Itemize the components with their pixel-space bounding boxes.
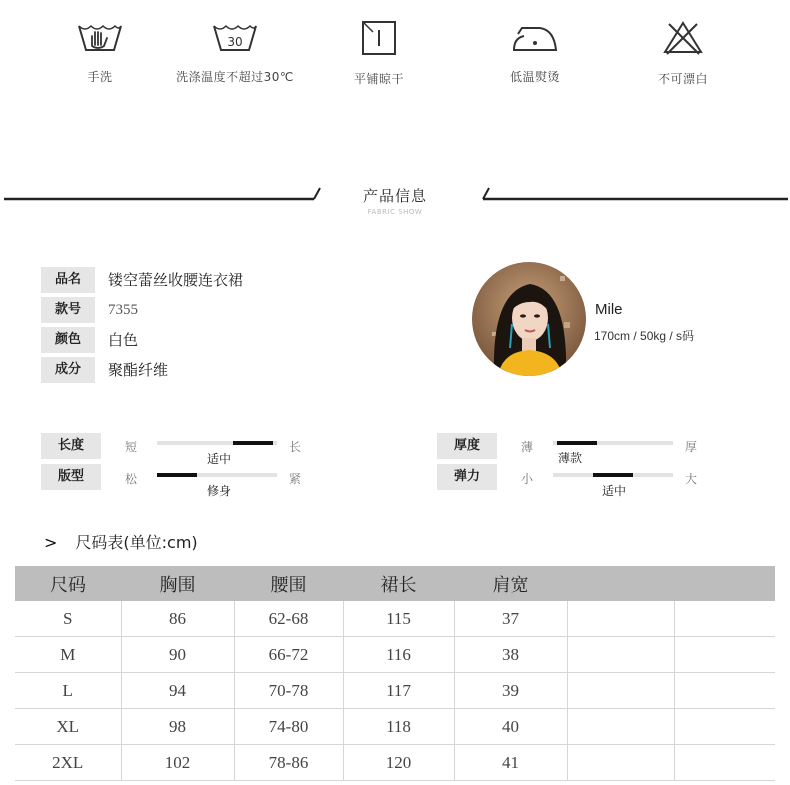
attr-selected: 薄款 xyxy=(558,451,583,465)
size-table-heading xyxy=(44,530,198,553)
attr-selected: 适中 xyxy=(602,484,627,498)
column-header: 裙长 xyxy=(343,566,454,601)
attr-selected: 适中 xyxy=(207,452,232,466)
table-cell: 115 xyxy=(343,601,454,637)
table-cell: 66-72 xyxy=(234,637,343,673)
attr-elasticity xyxy=(437,464,697,524)
table-cell: 39 xyxy=(454,673,567,709)
no-bleach-icon xyxy=(608,20,758,56)
care-flat-dry xyxy=(304,20,454,87)
attr-low-label: 短 xyxy=(125,440,138,454)
care-hand-wash xyxy=(25,20,175,85)
table-cell xyxy=(567,637,674,673)
column-header: 胸围 xyxy=(121,566,234,601)
table-cell xyxy=(674,637,775,673)
table-cell: M xyxy=(15,637,121,673)
info-value: 镂空蕾丝收腰连衣裙 xyxy=(108,271,244,289)
column-header: 肩宽 xyxy=(454,566,567,601)
attr-key: 版型 xyxy=(41,464,101,490)
care-low-iron xyxy=(460,20,610,85)
table-cell: 118 xyxy=(343,709,454,745)
column-header xyxy=(674,566,775,601)
table-cell xyxy=(674,709,775,745)
table-cell xyxy=(567,709,674,745)
column-header: 尺码 xyxy=(15,566,121,601)
column-header xyxy=(567,566,674,601)
table-row xyxy=(15,709,775,745)
attr-track xyxy=(553,441,673,445)
wash-temp-value: 30 xyxy=(227,35,243,49)
table-cell: 86 xyxy=(121,601,234,637)
table-cell: 40 xyxy=(454,709,567,745)
table-cell: 70-78 xyxy=(234,673,343,709)
table-cell xyxy=(567,673,674,709)
table-cell: S xyxy=(15,601,121,637)
size-table-title: 尺码表(单位:cm) xyxy=(75,533,198,552)
table-cell: 41 xyxy=(454,745,567,781)
table-cell: 38 xyxy=(454,637,567,673)
table-cell: 117 xyxy=(343,673,454,709)
table-cell: 102 xyxy=(121,745,234,781)
info-value: 白色 xyxy=(108,331,139,349)
attr-track xyxy=(157,473,277,477)
care-label: 不可漂白 xyxy=(657,72,708,86)
care-label: 低温熨烫 xyxy=(509,70,560,84)
table-header-row xyxy=(15,566,775,601)
attr-key: 厚度 xyxy=(437,433,497,459)
model-avatar xyxy=(472,262,586,376)
table-cell xyxy=(674,745,775,781)
table-cell: 37 xyxy=(454,601,567,637)
table-cell: 78-86 xyxy=(234,745,343,781)
table-cell: 74-80 xyxy=(234,709,343,745)
table-cell: 90 xyxy=(121,637,234,673)
care-no-bleach xyxy=(608,20,758,87)
info-key: 品名 xyxy=(41,267,95,293)
attr-low-label: 松 xyxy=(125,472,138,486)
flat-dry-icon xyxy=(304,20,454,56)
table-cell xyxy=(567,601,674,637)
info-key: 成分 xyxy=(41,357,95,383)
table-cell: 120 xyxy=(343,745,454,781)
care-label: 平铺晾干 xyxy=(353,72,404,86)
table-cell: 98 xyxy=(121,709,234,745)
table-cell: XL xyxy=(15,709,121,745)
chevron-right-icon: > xyxy=(44,533,58,552)
care-label: 手洗 xyxy=(87,70,113,84)
attr-high-label: 紧 xyxy=(289,472,302,486)
info-value: 7355 xyxy=(108,302,138,318)
attr-fill xyxy=(157,473,197,477)
table-cell xyxy=(567,745,674,781)
attr-selected: 修身 xyxy=(207,484,232,498)
attr-low-label: 薄 xyxy=(521,440,534,454)
attr-high-label: 长 xyxy=(289,440,302,454)
table-cell: 62-68 xyxy=(234,601,343,637)
info-key: 款号 xyxy=(41,297,95,323)
attr-fill xyxy=(233,441,273,445)
table-cell xyxy=(674,601,775,637)
wash-30-icon xyxy=(160,20,310,54)
care-wash-temp xyxy=(160,20,310,85)
table-cell xyxy=(674,673,775,709)
attr-fit xyxy=(41,464,301,524)
section-subtitle: FABRIC SHOW xyxy=(367,208,423,216)
table-cell: 94 xyxy=(121,673,234,709)
attr-low-label: 小 xyxy=(521,472,534,486)
hand-wash-icon xyxy=(25,20,175,54)
table-row xyxy=(15,601,775,637)
attr-track xyxy=(157,441,277,445)
size-table xyxy=(15,566,775,781)
table-row xyxy=(15,673,775,709)
attr-track xyxy=(553,473,673,477)
table-row xyxy=(15,637,775,673)
attr-fill xyxy=(557,441,597,445)
model-spec: 170cm / 50kg / s码 xyxy=(594,329,695,343)
attr-key: 弹力 xyxy=(437,464,497,490)
attr-high-label: 大 xyxy=(685,472,698,486)
column-header: 腰围 xyxy=(234,566,343,601)
info-key: 颜色 xyxy=(41,327,95,353)
section-title: 产品信息 xyxy=(362,187,427,205)
attr-fill xyxy=(593,473,633,477)
model-name: Mile xyxy=(595,301,623,318)
attr-key: 长度 xyxy=(41,433,101,459)
table-cell: 2XL xyxy=(15,745,121,781)
low-iron-icon xyxy=(460,20,610,54)
table-cell: 116 xyxy=(343,637,454,673)
attr-high-label: 厚 xyxy=(685,440,698,454)
table-cell: L xyxy=(15,673,121,709)
care-label: 洗涤温度不超过30℃ xyxy=(176,70,294,84)
table-row xyxy=(15,745,775,781)
info-value: 聚酯纤维 xyxy=(108,361,169,379)
